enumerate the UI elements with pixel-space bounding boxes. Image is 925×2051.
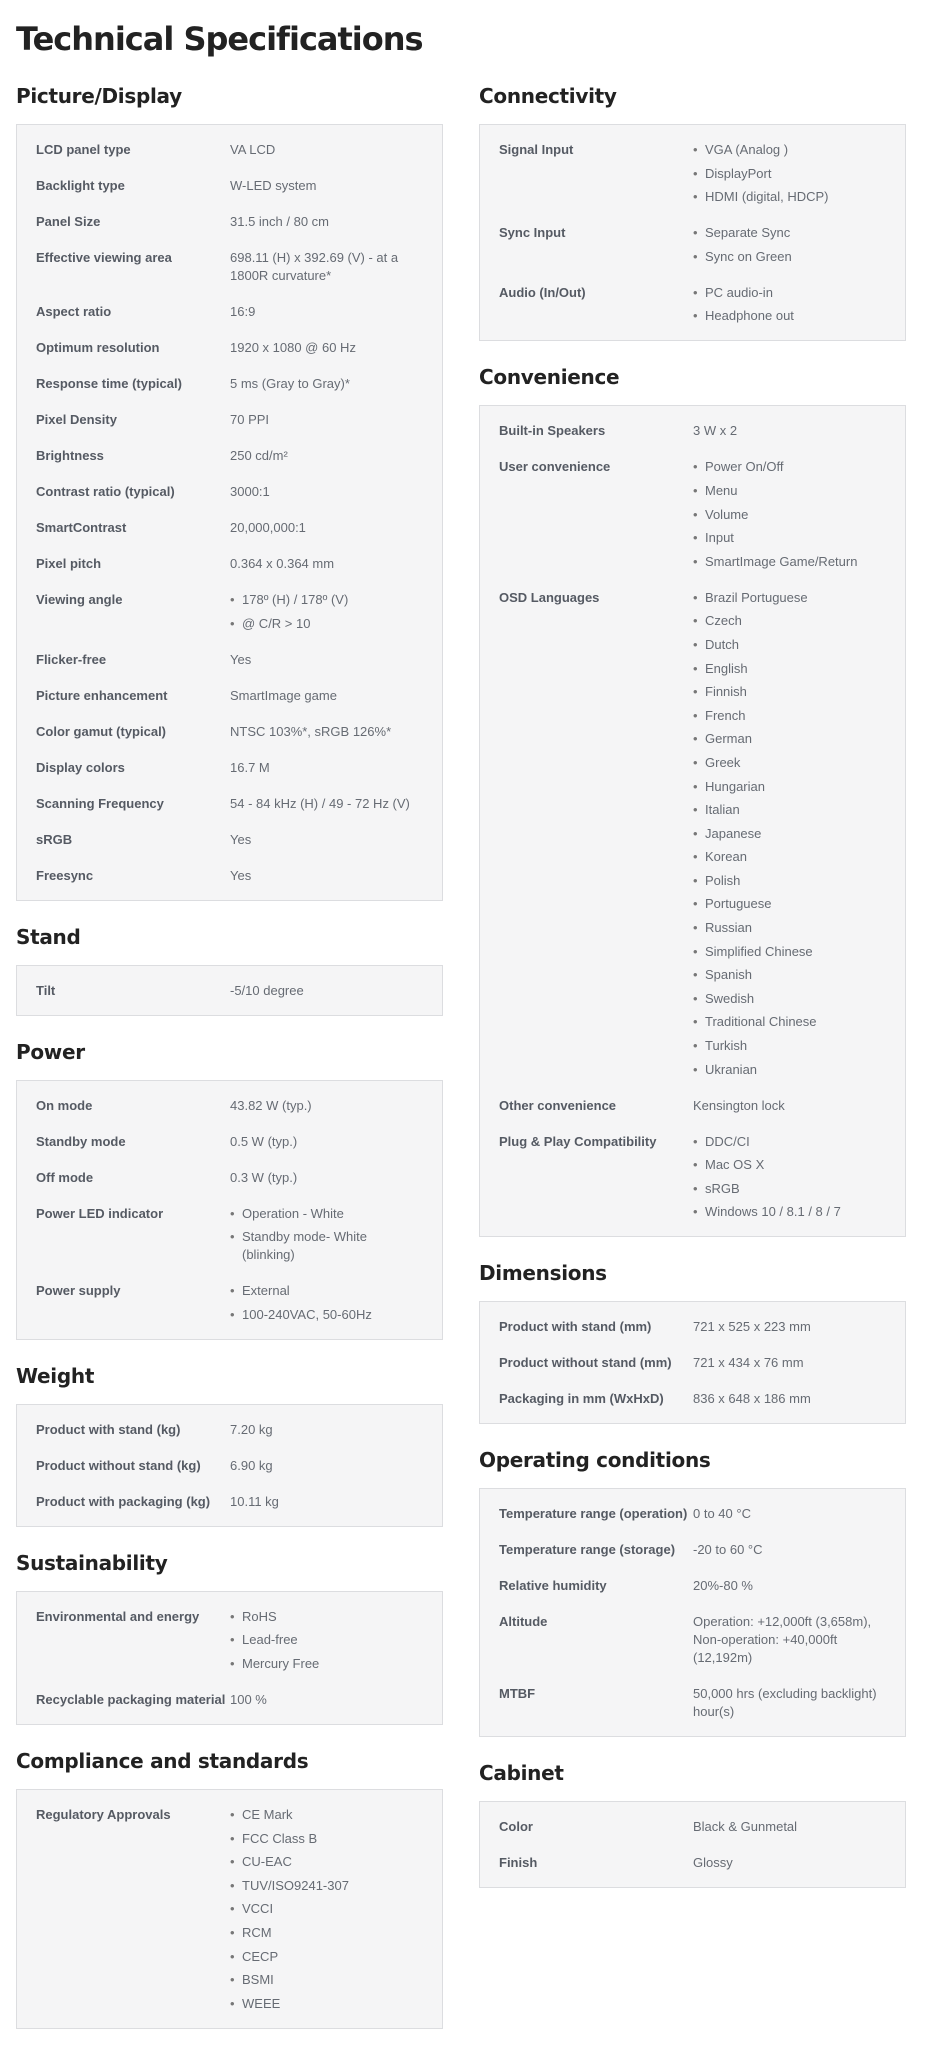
- spec-table: [479, 1301, 906, 1424]
- spec-list-item: • WEEE: [230, 1995, 423, 2013]
- spec-label: Packaging in mm (WxHxD): [499, 1391, 664, 1407]
- spec-row: [499, 419, 886, 443]
- spec-row: [36, 138, 423, 162]
- spec-value: 50,000 hrs (excluding backlight) hour(s): [693, 1686, 877, 1720]
- spec-value-list: [693, 224, 886, 266]
- spec-value: 54 - 84 kHz (H) / 49 - 72 Hz (V): [230, 795, 410, 811]
- spec-table: [479, 124, 906, 341]
- spec-value: [693, 589, 886, 1079]
- spec-list-item: • Brazil Portuguese: [693, 589, 886, 607]
- spec-row: [36, 828, 423, 852]
- spec-label: Brightness: [36, 448, 104, 463]
- section-title: Operating conditions: [479, 1448, 711, 1473]
- spec-list-item: • Windows 10 / 8.1 / 8 / 7: [693, 1203, 886, 1221]
- spec-list-item: • Portuguese: [693, 895, 886, 913]
- spec-label: Signal Input: [499, 142, 574, 157]
- spec-list-item: • French: [693, 707, 886, 725]
- spec-value: NTSC 103%*, sRGB 126%*: [230, 723, 392, 739]
- spec-value: 0.5 W (typ.): [230, 1133, 298, 1149]
- spec-list-item: • Czech: [693, 612, 886, 630]
- spec-list-item: • Turkish: [693, 1037, 886, 1055]
- spec-list-item: • sRGB: [693, 1180, 886, 1198]
- spec-row: [499, 1130, 886, 1225]
- spec-label: Contrast ratio (typical): [36, 484, 175, 499]
- spec-label: Product with stand (mm): [499, 1319, 652, 1335]
- spec-value: -20 to 60 °C: [693, 1542, 763, 1558]
- spec-value-list: [693, 141, 886, 206]
- spec-label: Display colors: [36, 759, 125, 775]
- spec-value: W-LED system: [230, 178, 317, 193]
- spec-value-list: [230, 1205, 423, 1265]
- spec-value: 10.11 kg: [230, 1493, 279, 1509]
- spec-list-item: • VGA (Analog ): [693, 141, 886, 159]
- spec-list-item: • Power On/Off: [693, 458, 886, 476]
- spec-table: [16, 1080, 443, 1340]
- spec-label: Environmental and energy: [36, 1608, 200, 1624]
- spec-label: OSD Languages: [499, 589, 600, 605]
- section-title: Stand: [16, 924, 81, 949]
- spec-list-item: • Spanish: [693, 966, 886, 984]
- spec-label: User convenience: [499, 459, 611, 475]
- spec-row: [36, 1094, 423, 1118]
- spec-row: [499, 586, 886, 1082]
- spec-label: Viewing angle: [36, 592, 123, 607]
- spec-row: [36, 1454, 423, 1478]
- spec-label: Color: [499, 1819, 533, 1835]
- spec-list-item: • Traditional Chinese: [693, 1013, 886, 1031]
- spec-label: Product with packaging (kg): [36, 1493, 211, 1509]
- spec-list-item: • 178º (H) / 178º (V): [230, 591, 423, 609]
- spec-list-item: • English: [693, 660, 886, 678]
- spec-label: Regulatory Approvals: [36, 1806, 171, 1822]
- spec-list-item: • Dutch: [693, 636, 886, 654]
- spec-row: [36, 1605, 423, 1676]
- spec-value: [693, 284, 886, 326]
- spec-list-item: • @ C/R > 10: [230, 615, 423, 633]
- spec-list-item: • Mercury Free: [230, 1655, 423, 1673]
- section-title: Sustainability: [16, 1550, 168, 1575]
- spec-value: 3 W x 2: [693, 423, 738, 439]
- spec-list-item: • DDC/CI: [693, 1133, 886, 1151]
- spec-value: 31.5 inch / 80 cm: [230, 214, 329, 229]
- spec-value-list: [230, 1608, 423, 1673]
- spec-value: Yes: [230, 831, 252, 847]
- spec-value: -5/10 degree: [230, 982, 304, 998]
- spec-label: Audio (In/Out): [499, 284, 586, 300]
- spec-row: [499, 1094, 886, 1118]
- spec-list-item: • 100-240VAC, 50-60Hz: [230, 1306, 423, 1324]
- spec-row: [36, 979, 423, 1003]
- spec-value: 698.11 (H) x 392.69 (V) - at a 1800R curvature*: [230, 250, 399, 283]
- spec-list-item: • Korean: [693, 848, 886, 866]
- spec-row: [499, 138, 886, 209]
- spec-value: 0.364 x 0.364 mm: [230, 556, 335, 571]
- spec-list-item: • Japanese: [693, 825, 886, 843]
- spec-value-list: [693, 589, 886, 1079]
- spec-table: [16, 1591, 443, 1725]
- left-column: [16, 82, 443, 2051]
- spec-value-list: [693, 458, 886, 570]
- spec-row: [36, 408, 423, 432]
- spec-label: Optimum resolution: [36, 340, 160, 355]
- spec-value: 0.3 W (typ.): [230, 1169, 298, 1185]
- spec-label: Power supply: [36, 1283, 121, 1299]
- spec-label: Standby mode: [36, 1133, 126, 1149]
- spec-list-item: • Volume: [693, 506, 886, 524]
- spec-row: [36, 300, 423, 324]
- spec-label: On mode: [36, 1097, 93, 1113]
- spec-row: [36, 1202, 423, 1268]
- spec-row: [499, 1538, 886, 1562]
- spec-list-item: • Greek: [693, 754, 886, 772]
- spec-label: Pixel pitch: [36, 556, 102, 571]
- spec-list-item: • TUV/ISO9241-307: [230, 1877, 423, 1895]
- spec-label: Aspect ratio: [36, 304, 112, 319]
- spec-section-dimensions: [479, 1259, 906, 1424]
- spec-row: [36, 648, 423, 672]
- spec-value: [693, 141, 886, 206]
- spec-row: [36, 372, 423, 396]
- spec-section-stand: [16, 923, 443, 1016]
- spec-list-item: • Ukranian: [693, 1061, 886, 1079]
- spec-value: 100 %: [230, 1691, 267, 1707]
- spec-table: [479, 1488, 906, 1737]
- spec-row: [36, 480, 423, 504]
- spec-value: [693, 458, 886, 570]
- spec-value: 20,000,000:1: [230, 520, 306, 535]
- spec-list-item: • BSMI: [230, 1971, 423, 1989]
- spec-section-operating-conditions: [479, 1446, 906, 1737]
- spec-table: [16, 1789, 443, 2029]
- spec-label: Pixel Density: [36, 412, 117, 427]
- spec-table: [479, 1801, 906, 1888]
- spec-list-item: • SmartImage Game/Return: [693, 553, 886, 571]
- spec-label: Product without stand (mm): [499, 1355, 672, 1371]
- spec-value: Kensington lock: [693, 1097, 785, 1113]
- spec-list-item: • Lead-free: [230, 1631, 423, 1649]
- right-column: [479, 82, 906, 1910]
- spec-value-list: [230, 1282, 423, 1324]
- spec-list-item: • CU-EAC: [230, 1853, 423, 1871]
- spec-label: Temperature range (storage): [499, 1542, 676, 1558]
- spec-list-item: • FCC Class B: [230, 1830, 423, 1848]
- spec-list-item: • CE Mark: [230, 1806, 423, 1824]
- spec-row: [499, 1351, 886, 1375]
- spec-list-item: • VCCI: [230, 1900, 423, 1918]
- spec-label: Plug & Play Compatibility: [499, 1133, 657, 1149]
- spec-row: [36, 1803, 423, 2016]
- spec-value: 6.90 kg: [230, 1457, 273, 1473]
- spec-value: 43.82 W (typ.): [230, 1097, 312, 1113]
- spec-label: SmartContrast: [36, 520, 127, 535]
- spec-value: 7.20 kg: [230, 1421, 273, 1437]
- section-title: Weight: [16, 1363, 95, 1388]
- spec-label: Power LED indicator: [36, 1205, 164, 1221]
- spec-value: 836 x 648 x 186 mm: [693, 1391, 811, 1407]
- spec-row: [499, 1387, 886, 1411]
- spec-section-compliance-and-standards: [16, 1747, 443, 2029]
- spec-value: [230, 1282, 423, 1324]
- spec-row: [36, 336, 423, 360]
- spec-row: [499, 221, 886, 269]
- spec-value: [693, 1133, 886, 1222]
- spec-table: [16, 124, 443, 901]
- spec-list-item: • Standby mode- White (blinking): [230, 1228, 423, 1264]
- spec-row: [499, 455, 886, 573]
- section-title: Picture/Display: [16, 84, 182, 108]
- spec-section-picture-display: [16, 82, 443, 901]
- spec-row: [36, 864, 423, 888]
- spec-list-item: • Mac OS X: [693, 1156, 886, 1174]
- spec-row: [36, 516, 423, 540]
- spec-value: Yes: [230, 651, 252, 667]
- spec-label: Panel Size: [36, 214, 101, 229]
- spec-label: Picture enhancement: [36, 687, 168, 703]
- spec-list-item: • Menu: [693, 482, 886, 500]
- spec-value: 721 x 434 x 76 mm: [693, 1355, 804, 1371]
- spec-list-item: • Input: [693, 529, 886, 547]
- spec-list-item: • RoHS: [230, 1608, 423, 1626]
- spec-label: Backlight type: [36, 178, 125, 193]
- spec-value: [693, 224, 886, 266]
- spec-row: [36, 444, 423, 468]
- spec-value: 16.7 M: [230, 759, 270, 775]
- spec-label: Sync Input: [499, 225, 566, 241]
- spec-section-convenience: [479, 363, 906, 1237]
- spec-value-list: [693, 284, 886, 326]
- spec-value: Yes: [230, 867, 252, 883]
- spec-table: [479, 405, 906, 1237]
- spec-row: [36, 792, 423, 816]
- spec-label: sRGB: [36, 831, 73, 847]
- spec-list-item: • Polish: [693, 872, 886, 890]
- spec-label: Effective viewing area: [36, 250, 172, 265]
- spec-section-weight: [16, 1362, 443, 1527]
- spec-value: SmartImage game: [230, 687, 337, 703]
- spec-list-item: • Italian: [693, 801, 886, 819]
- spec-label: Recyclable packaging material: [36, 1691, 226, 1707]
- spec-row: [36, 1130, 423, 1154]
- spec-table: [16, 965, 443, 1016]
- spec-label: Off mode: [36, 1169, 94, 1185]
- section-title: Compliance and standards: [16, 1748, 309, 1773]
- section-title: Connectivity: [479, 84, 617, 108]
- spec-value: Operation: +12,000ft (3,658m), Non-operation: +40,000ft (12,192m): [693, 1614, 872, 1666]
- spec-value: [230, 591, 423, 633]
- spec-row: [36, 684, 423, 708]
- spec-label: Relative humidity: [499, 1578, 607, 1594]
- spec-label: Freesync: [36, 867, 94, 883]
- spec-label: Temperature range (operation): [499, 1506, 688, 1522]
- spec-value: [230, 1608, 423, 1673]
- spec-list-item: • Headphone out: [693, 307, 886, 325]
- spec-row: [36, 246, 423, 288]
- spec-value: [230, 1205, 423, 1265]
- section-title: Cabinet: [479, 1761, 564, 1786]
- spec-value-list: [693, 1133, 886, 1222]
- spec-row: [499, 1682, 886, 1724]
- spec-label: Altitude: [499, 1614, 548, 1630]
- page-title: Technical Specifications: [16, 20, 423, 58]
- spec-row: [499, 1502, 886, 1526]
- section-title: Convenience: [479, 365, 620, 390]
- spec-row: [36, 1418, 423, 1442]
- spec-row: [36, 588, 423, 636]
- spec-list-item: • Russian: [693, 919, 886, 937]
- spec-label: Built-in Speakers: [499, 423, 606, 439]
- spec-row: [36, 1490, 423, 1514]
- spec-list-item: • Hungarian: [693, 778, 886, 796]
- spec-row: [36, 174, 423, 198]
- spec-label: Flicker-free: [36, 651, 107, 667]
- spec-value-list: [230, 1806, 423, 2013]
- spec-section-connectivity: [479, 82, 906, 341]
- spec-label: Color gamut (typical): [36, 723, 167, 739]
- section-title: Power: [16, 1039, 85, 1064]
- spec-value: 20%-80 %: [693, 1578, 753, 1594]
- spec-value: 16:9: [230, 304, 256, 319]
- spec-row: [499, 1315, 886, 1339]
- spec-list-item: • Swedish: [693, 990, 886, 1008]
- spec-label: Other convenience: [499, 1097, 617, 1113]
- spec-label: Scanning Frequency: [36, 795, 164, 811]
- spec-list-item: • HDMI (digital, HDCP): [693, 188, 886, 206]
- spec-row: [36, 1279, 423, 1327]
- spec-list-item: • Simplified Chinese: [693, 943, 886, 961]
- spec-section-cabinet: [479, 1759, 906, 1888]
- spec-list-item: • DisplayPort: [693, 165, 886, 183]
- spec-row: [36, 210, 423, 234]
- spec-row: [36, 756, 423, 780]
- spec-row: [36, 1166, 423, 1190]
- spec-list-item: • PC audio-in: [693, 284, 886, 302]
- spec-list-item: • Sync on Green: [693, 248, 886, 266]
- spec-value: [230, 1806, 423, 2013]
- spec-list-item: • Finnish: [693, 683, 886, 701]
- spec-row: [499, 1574, 886, 1598]
- spec-row: [36, 720, 423, 744]
- spec-section-sustainability: [16, 1549, 443, 1725]
- spec-section-power: [16, 1038, 443, 1340]
- spec-row: [499, 281, 886, 329]
- spec-value: Black & Gunmetal: [693, 1819, 798, 1835]
- spec-row: [36, 1688, 423, 1712]
- spec-list-item: • Separate Sync: [693, 224, 886, 242]
- spec-list-item: • RCM: [230, 1924, 423, 1942]
- spec-label: Finish: [499, 1855, 538, 1871]
- spec-list-item: • German: [693, 730, 886, 748]
- spec-row: [499, 1610, 886, 1670]
- spec-label: Product with stand (kg): [36, 1421, 181, 1437]
- spec-value: 70 PPI: [230, 412, 270, 427]
- section-title: Dimensions: [479, 1261, 607, 1286]
- spec-label: Tilt: [36, 982, 56, 998]
- spec-value: 3000:1: [230, 484, 270, 499]
- spec-value-list: [230, 591, 423, 633]
- spec-list-item: • External: [230, 1282, 423, 1300]
- spec-label: Response time (typical): [36, 376, 182, 391]
- spec-row: [499, 1815, 886, 1839]
- spec-value: 1920 x 1080 @ 60 Hz: [230, 340, 356, 355]
- spec-row: [499, 1851, 886, 1875]
- spec-row: [36, 552, 423, 576]
- spec-value: Glossy: [693, 1855, 733, 1871]
- spec-label: LCD panel type: [36, 142, 131, 157]
- spec-value: 721 x 525 x 223 mm: [693, 1319, 811, 1335]
- spec-list-item: • CECP: [230, 1948, 423, 1966]
- spec-list-item: • Operation - White: [230, 1205, 423, 1223]
- spec-value: 250 cd/m²: [230, 448, 288, 463]
- spec-label: MTBF: [499, 1686, 536, 1702]
- spec-value: VA LCD: [230, 142, 276, 157]
- spec-value: 5 ms (Gray to Gray)*: [230, 376, 350, 391]
- spec-value: 0 to 40 °C: [693, 1506, 751, 1522]
- spec-label: Product without stand (kg): [36, 1457, 201, 1473]
- spec-table: [16, 1404, 443, 1527]
